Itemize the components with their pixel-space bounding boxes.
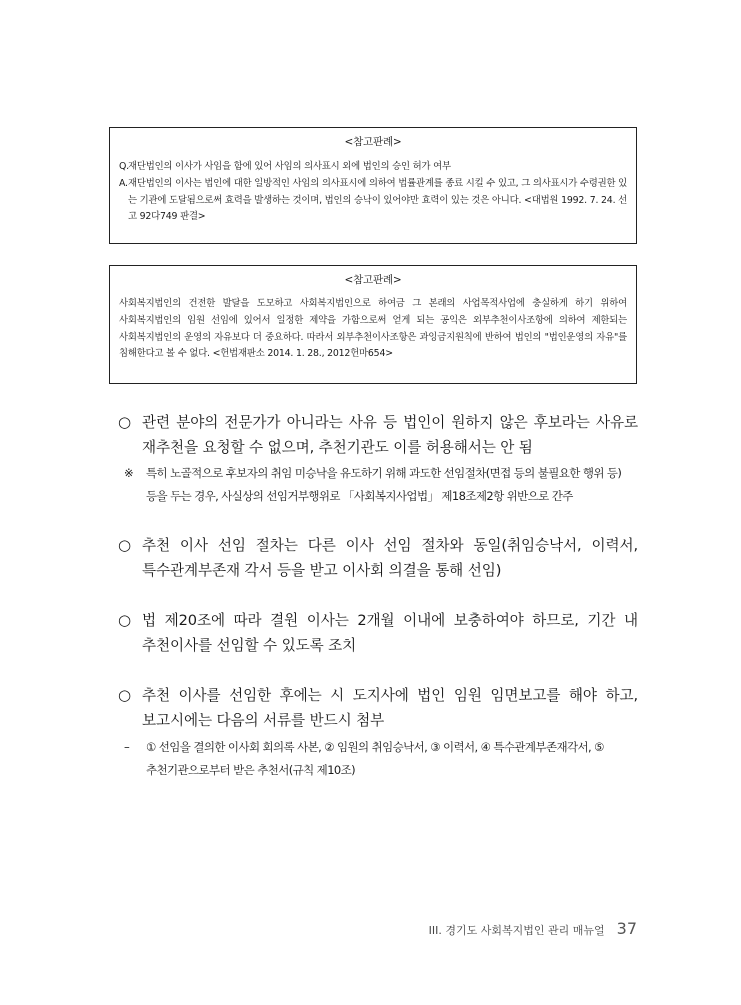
dash-text: ① 선임을 결의한 이사회 회의록 사본, ② 임원의 취임승낙서, ③ 이력서, ④ 특수관계부존재각서, ⑤ 추천기관으로부터 받은 추천서(규칙 제10조) (146, 740, 604, 777)
bullet-item (118, 608, 638, 658)
reference-case-box-2 (109, 265, 637, 384)
page-number: 37 (616, 919, 637, 938)
bullet-text: 추천 이사를 선임한 후에는 시 도지사에 법인 임원 임면보고를 해야 하고, 보고시에는 다음의 서류를 반드시 첨부 (142, 687, 638, 729)
dash-item (124, 736, 639, 782)
answer-mark: A. (119, 177, 128, 189)
reference-case-title: <참고판례> (344, 274, 402, 286)
page-footer (429, 919, 637, 938)
case-text: 사회복지법인의 건전한 발달을 도모하고 사회복지법인으로 하여금 그 본래의 사업목적사업에 충실하게 하기 위하여 사회복지법인의 임원 선임에 있어서 일정한 제약을 가함으로써 얻게 되는 공익은 외부추천이사조항에 의하여 제한되는 사회복지법인의 운영의 자유보다 더 중요하다. 따라서 외부추천이사조항은 과잉금지원칙에 반하여 법인의 "법인운영의 자유"를 침해한다고 볼 수 없다. <헌법재판소 2014. 1. 28., 2012헌마654> (119, 298, 627, 360)
reference-case-box-1 (109, 127, 637, 244)
circle-bullet-icon: ○ (118, 611, 131, 629)
bullet-item (118, 533, 638, 583)
question-mark: Q. (119, 161, 129, 172)
question-row (119, 159, 627, 176)
bullet-item (118, 410, 638, 460)
bullet-text: 관련 분야의 전문가가 아니라는 사유 등 법인이 원하지 않은 후보라는 사유로 재추천을 요청할 수 없으며, 추천기관도 이를 허용해서는 안 됨 (142, 414, 638, 456)
circle-bullet-icon: ○ (118, 686, 131, 704)
dash-bullet-icon: – (124, 740, 130, 754)
bullet-item (118, 683, 638, 733)
note-text: 특히 노골적으로 후보자의 취임 미승낙을 유도하기 위해 과도한 선임절차(면접 등의 불필요한 행위 등) 등을 두는 경우, 사실상의 선임거부행위로 「사회복지사업법」 제18조제2항 위반으로 간주 (146, 466, 622, 503)
bullet-text: 추천 이사 선임 절차는 다른 이사 선임 절차와 동일(취임승낙서, 이력서, 특수관계부존재 각서 등을 받고 이사회 의결을 통해 선임) (142, 537, 638, 579)
bullet-text: 법 제20조에 따라 결원 이사는 2개월 이내에 보충하여야 하므로, 기간 내 추천이사를 선임할 수 있도록 조치 (142, 612, 638, 654)
reference-mark-icon: ※ (124, 466, 134, 480)
answer-text: 재단법인의 이사는 법인에 대한 일방적인 사임의 의사표시에 의하여 법률관계를 종료 시킬 수 있고, 그 의사표시가 수령권한 있는 기관에 도달됨으로써 효력을 발생하는 것이며, 법인의 승낙이 있어야만 효력이 있는 것은 아니다. <대법원 1992. 7. 24. 선고 92다749 판결> (128, 177, 627, 223)
circle-bullet-icon: ○ (118, 536, 131, 554)
chapter-title: III. 경기도 사회복지법인 관리 매뉴얼 (428, 924, 605, 937)
question-text: 재단법인의 이사가 사임을 함에 있어 사임의 의사표시 외에 법인의 승인 허가 여부 (128, 161, 451, 172)
note-item (124, 462, 639, 508)
answer-row (119, 176, 627, 226)
reference-case-title: <참고판례> (344, 136, 402, 148)
circle-bullet-icon: ○ (118, 413, 131, 431)
